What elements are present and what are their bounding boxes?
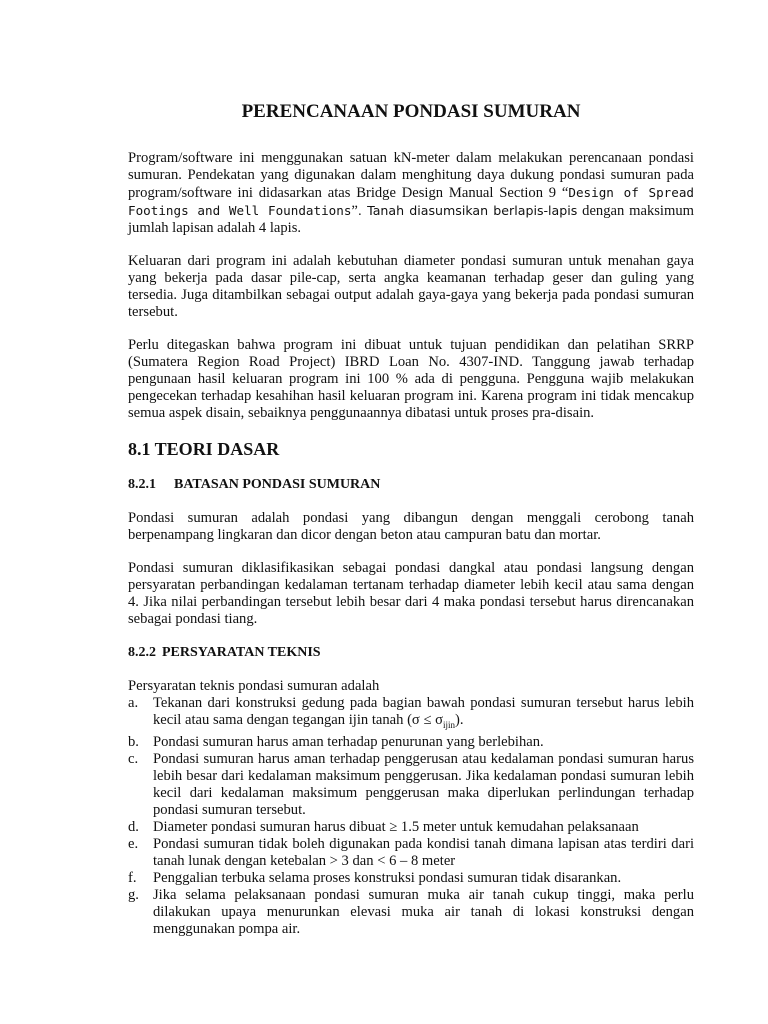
list-item [128, 695, 694, 734]
list-text: Pondasi sumuran harus aman terhadap penurunan yang berlebihan. [153, 733, 544, 750]
intro-paragraph-3: Perlu ditegaskan bahwa program ini dibuat untuk tujuan pendidikan dan pelatihan SRRP (Sumatera Region Road Project) IBRD Loan No. 4307-IND. Tanggung jawab terhadap pengunaan hasil keluaran program ini 100 % ada di pengguna. Pengguna wajib melakukan pengecekan terhadap kesahihan hasil keluaran program ini. Karena program ini tidak mencakup semua aspek disain, sebaiknya penggunaannya dibatasi untuk proses pra-disain. [128, 337, 694, 421]
section-heading-8-2-2 [128, 644, 694, 661]
list-item [128, 751, 694, 819]
list-text [153, 695, 694, 734]
list-item [128, 836, 694, 870]
intro-text-sans: . Tanah diasumsikan berlapis-lapis [357, 203, 578, 218]
list-item [128, 870, 694, 887]
section-heading-8-2-1 [128, 476, 694, 493]
section-number: 8.2.1 [128, 477, 156, 492]
section-number: 8.2.2 [128, 645, 156, 660]
requirements-list [128, 695, 694, 938]
intro-text-b: ” [351, 203, 358, 219]
list-text: Pondasi sumuran tidak boleh digunakan pada kondisi tanah dimana lapisan atas terdiri dari tanah lunak dengan ketebalan > 3 dan < 6 – 8 meter [153, 835, 694, 869]
manual-title: Design of Spread Footings and Well Foundations [128, 185, 694, 218]
section-heading-8-1: 8.1 TEORI DASAR [128, 439, 280, 459]
list-marker: f. [128, 869, 137, 886]
requirements-intro: Persyaratan teknis pondasi sumuran adalah [128, 678, 380, 694]
document-title: PERENCANAAN PONDASI SUMURAN [241, 101, 581, 122]
list-item [128, 734, 694, 751]
list-text: Diameter pondasi sumuran harus dibuat ≥ 1.5 meter untuk kemudahan pelaksanaan [153, 818, 639, 835]
subscript-ijin: ijin [442, 719, 455, 730]
intro-text-c: dengan maksimum jumlah lapisan adalah 4 lapis. [128, 203, 694, 236]
intro-paragraph-1 [128, 150, 694, 237]
list-text-part: Tekanan dari konstruksi gedung pada bagian bawah pondasi sumuran tersebut harus lebih kecil atau sama dengan tegangan ijin tanah (σ ≤ σ [153, 695, 694, 728]
list-text: Penggalian terbuka selama proses konstruksi pondasi sumuran tidak disarankan. [153, 869, 622, 886]
list-marker: e. [128, 835, 139, 852]
intro-text-a: Program/software ini menggunakan satuan kN-meter dalam melakukan perencanaan pondasi sumuran. Pendekatan yang digunakan dalam menghitung daya dukung pondasi sumuran pada program/software ini didasarkan atas Bridge Design Manual Section 9 “ [128, 150, 694, 201]
intro-paragraph-2: Keluaran dari program ini adalah kebutuhan diameter pondasi sumuran untuk menahan gaya yang bekerja pada dasar pile-cap, serta angka keamanan terhadap geser dan guling yang tersedia. Juga ditambilkan sebagai output adalah gaya-gaya yang bekerja pada pondasi sumuran tersebut. [128, 253, 694, 320]
document-page [128, 100, 694, 938]
section-title: PERSYARATAN TEKNIS [162, 645, 321, 660]
list-marker: g. [128, 886, 139, 903]
section-title: BATASAN PONDASI SUMURAN [174, 477, 381, 492]
list-text: Jika selama pelaksanaan pondasi sumuran muka air tanah cukup tinggi, maka perlu dilakukan upaya menurunkan elevasi muka air tanah di lokasi konstruksi dengan menggunakan pompa air. [153, 886, 694, 937]
list-text: Pondasi sumuran harus aman terhadap penggerusan atau kedalaman pondasi sumuran harus lebih besar dari kedalaman maksimum penggerusan. Jika kedalaman pondasi sumuran lebih kecil dari kedalaman maksimum penggerusan maka diperlukan perlindungan terhadap pondasi sumuran tersebut. [153, 750, 694, 818]
list-item [128, 819, 694, 836]
list-marker: a. [128, 695, 139, 711]
list-marker: c. [128, 750, 139, 767]
batasan-paragraph-1: Pondasi sumuran adalah pondasi yang dibangun dengan menggali cerobong tanah berpenampang lingkaran dan dicor dengan beton atau campuran batu dan mortar. [128, 510, 694, 543]
list-text-part: ). [455, 712, 464, 728]
batasan-paragraph-2: Pondasi sumuran diklasifikasikan sebagai pondasi dangkal atau pondasi langsung dengan persyaratan perbandingan kedalaman tertanam terhadap diameter lebih kecil atau sama dengan 4. Jika nilai perbandingan tersebut lebih besar dari 4 maka pondasi tersebut harus direncanakan sebagai pondasi tiang. [128, 560, 694, 627]
list-marker: b. [128, 733, 139, 750]
list-marker: d. [128, 818, 139, 835]
list-item [128, 887, 694, 938]
